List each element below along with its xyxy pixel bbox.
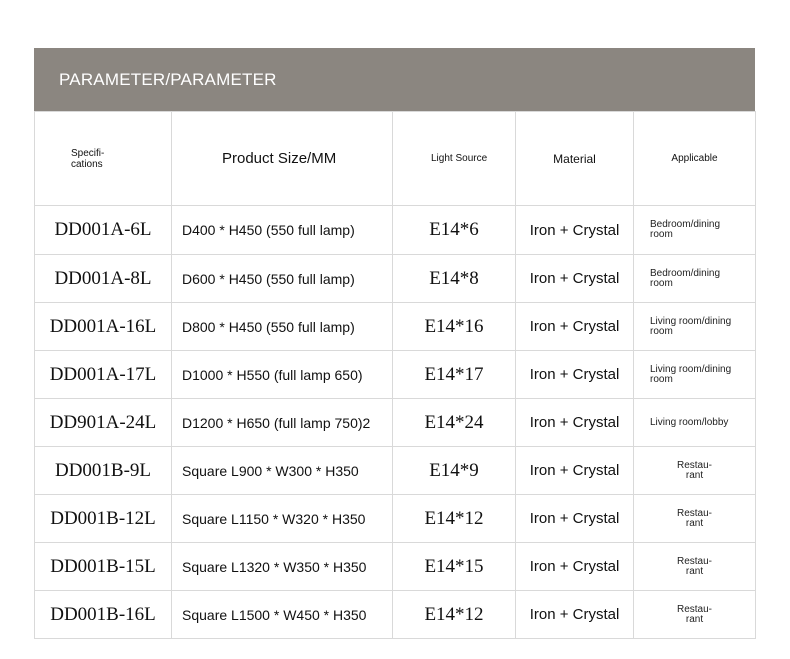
cell-material: Iron + Crystal	[516, 447, 634, 495]
header-light-source: Light Source	[393, 112, 516, 206]
cell-light-source: E14*6	[393, 206, 516, 255]
cell-material: Iron + Crystal	[516, 543, 634, 591]
cell-product-size: D1000 * H550 (full lamp 650)	[172, 351, 393, 399]
cell-material: Iron + Crystal	[516, 255, 634, 303]
parameter-banner	[34, 48, 755, 111]
header-applicable: Applicable	[634, 112, 756, 206]
cell-product-size: D600 * H450 (550 full lamp)	[172, 255, 393, 303]
table-header-row	[35, 112, 756, 206]
header-specifications	[35, 112, 172, 206]
cell-product-size: Square L1150 * W320 * H350	[172, 495, 393, 543]
table-row	[35, 206, 756, 255]
cell-applicable: Living room/lobby	[634, 399, 756, 447]
cell-model: DD001A-6L	[35, 206, 172, 255]
header-product-size: Product Size/MM	[172, 112, 393, 206]
cell-light-source: E14*12	[393, 495, 516, 543]
cell-material: Iron + Crystal	[516, 399, 634, 447]
cell-applicable: Bedroom/dining room	[634, 206, 756, 255]
cell-material: Iron + Crystal	[516, 591, 634, 639]
cell-applicable: Living room/dining room	[634, 351, 756, 399]
cell-model: DD001B-15L	[35, 543, 172, 591]
cell-applicable: Restau- rant	[634, 591, 756, 639]
cell-model: DD001B-9L	[35, 447, 172, 495]
banner-title: PARAMETER/PARAMETER	[59, 69, 277, 89]
table-row	[35, 255, 756, 303]
cell-product-size: Square L1500 * W450 * H350	[172, 591, 393, 639]
cell-light-source: E14*17	[393, 351, 516, 399]
cell-model: DD001B-12L	[35, 495, 172, 543]
cell-applicable: Living room/dining room	[634, 303, 756, 351]
cell-model: DD001A-17L	[35, 351, 172, 399]
cell-product-size: D1200 * H650 (full lamp 750)2	[172, 399, 393, 447]
cell-light-source: E14*15	[393, 543, 516, 591]
table-row	[35, 543, 756, 591]
parameter-sheet	[34, 48, 755, 639]
header-material: Material	[516, 112, 634, 206]
table-row	[35, 447, 756, 495]
cell-material: Iron + Crystal	[516, 351, 634, 399]
cell-applicable: Restau- rant	[634, 495, 756, 543]
cell-product-size: D400 * H450 (550 full lamp)	[172, 206, 393, 255]
parameter-table	[34, 111, 756, 639]
cell-material: Iron + Crystal	[516, 206, 634, 255]
cell-product-size: D800 * H450 (550 full lamp)	[172, 303, 393, 351]
cell-product-size: Square L900 * W300 * H350	[172, 447, 393, 495]
header-spec-line1: Specifi-	[71, 147, 105, 159]
cell-light-source: E14*16	[393, 303, 516, 351]
cell-applicable: Restau- rant	[634, 447, 756, 495]
cell-model: DD901A-24L	[35, 399, 172, 447]
cell-light-source: E14*12	[393, 591, 516, 639]
cell-light-source: E14*8	[393, 255, 516, 303]
cell-light-source: E14*24	[393, 399, 516, 447]
cell-model: DD001A-8L	[35, 255, 172, 303]
cell-model: DD001A-16L	[35, 303, 172, 351]
header-spec-line2: cations	[71, 158, 103, 170]
cell-applicable: Bedroom/dining room	[634, 255, 756, 303]
cell-light-source: E14*9	[393, 447, 516, 495]
table-row	[35, 351, 756, 399]
cell-material: Iron + Crystal	[516, 303, 634, 351]
cell-applicable: Restau- rant	[634, 543, 756, 591]
table-row	[35, 495, 756, 543]
table-row	[35, 591, 756, 639]
table-row	[35, 303, 756, 351]
cell-model: DD001B-16L	[35, 591, 172, 639]
cell-product-size: Square L1320 * W350 * H350	[172, 543, 393, 591]
table-row	[35, 399, 756, 447]
cell-material: Iron + Crystal	[516, 495, 634, 543]
